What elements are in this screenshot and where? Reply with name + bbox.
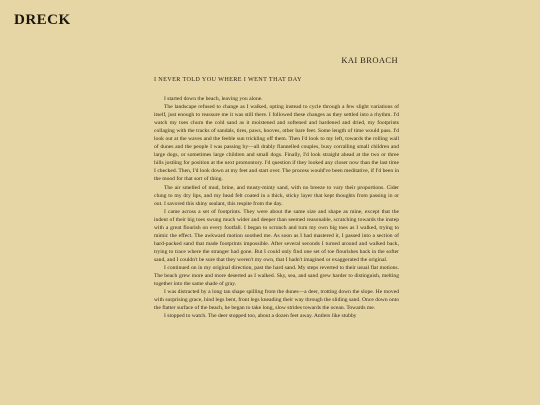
paragraph: The air smelled of mud, brine, and musty-minty sand, with no breeze to vary their proportions. Cider clung to my dry lips, and my head felt coated in a thick, sticky layer that kept thoughts from passing in or out. I savored this shiny sealant, this respite from the day. bbox=[154, 184, 399, 207]
paragraph: The landscape refused to change as I walked, opting instead to cycle through a few slight variations of itself, just enough to reassure me it was still there. I followed these changes as they settled into a rhythm. I'd watch my toes churn the cold sand as it moistened and softened and hardened and dried, my footprints collaging with the tracks of sandals, tires, paws, hooves, other bare feet. Some length of time would pass. I'd look out at the waves and the feeble sun trickling off them. Then I'd look to my left, towards the rolling wall of dunes and the people I was passing by—all drably flannelled couples, busy corralling small children and large dogs, or sometimes large children and small dogs. Finally, I'd look straight ahead at the two or three hills jostling for position at the next promontory. I'd question if they looked any closer now than the last time I checked. Then, I'd look down at my feet and start over. The process would've been meditative, if I'd been in the mood for that sort of thing. bbox=[154, 104, 399, 183]
paragraph: I came across a set of footprints. They were about the same size and shape as mine, except that the indent of their big toes swung much wider and deeper than seemed reasonable, scratching towards the instep with a great flourish on every footfall. I began to scrunch and turn my own big toes as I walked, trying to mimic the effect. The awkward motion soothed me. As soon as I had mastered it, I passed into a section of hard-packed sand that made footprints impossible. After several seconds I turned around and walked back, trying to trace where the stranger had gone. But I could only find one set of toe flourishes back in the softer sand, and I couldn't be sure that they weren't my own, that I hadn't imagined or exaggerated the original. bbox=[154, 208, 399, 263]
paragraph: I started down the beach, leaving you alone. bbox=[164, 96, 263, 102]
story-body bbox=[154, 95, 399, 320]
paragraph: I was distracted by a long tan shape spilling from the dunes—a deer, trotting down the slope. He moved with surprising grace, hind legs bent, front legs kneading their way through the sliding sand. Once down onto the flatter surface of the beach, he began to take long, slow strides towards the ocean. Towards me. bbox=[154, 289, 399, 312]
paragraph: I continued on in my original direction, past the hard sand. My steps reverted to their usual flat motions. The beach grew more and more deserted as I walked. Sky, sea, and sand grew harder to distinguish, melting together into the same shade of gray. bbox=[154, 264, 399, 288]
author-name: KAI BROACH bbox=[341, 55, 398, 65]
site-title[interactable]: DRECK bbox=[14, 12, 71, 28]
story-title: I NEVER TOLD YOU WHERE I WENT THAT DAY bbox=[154, 76, 302, 83]
paragraph: I stopped to watch. The deer stopped too, about a dozen feet away. Antlers like stubby bbox=[164, 313, 357, 320]
